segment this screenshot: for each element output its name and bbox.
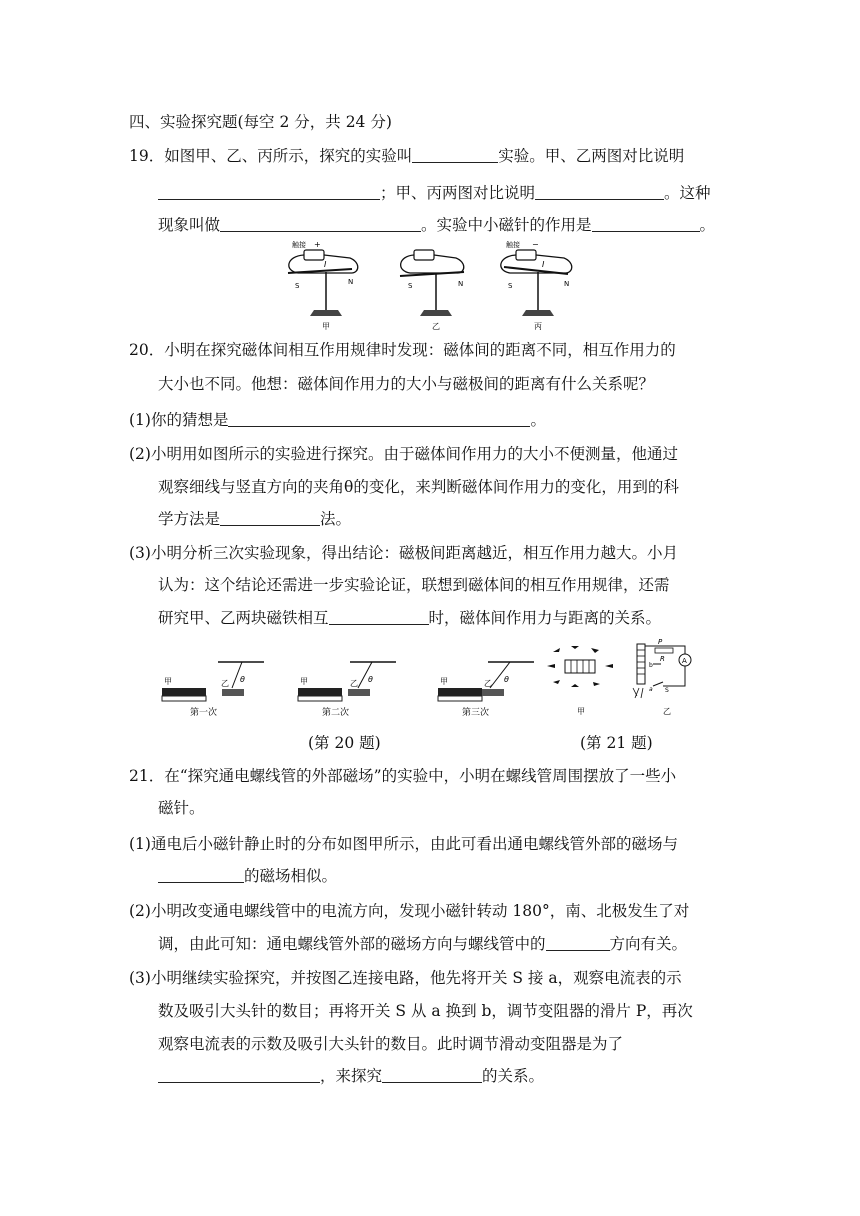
- q20-part-1: [129, 410, 546, 430]
- q20-yi-label-2: 乙: [350, 679, 358, 688]
- q20-part-2c: [158, 509, 351, 529]
- q20-trial-3: [438, 662, 534, 718]
- q21-text-3d: ，来探究: [320, 1067, 383, 1085]
- q20-jia-label-2: 甲: [300, 677, 308, 686]
- q20-blank-1[interactable]: [228, 410, 530, 427]
- q19-label-bing: 丙: [534, 322, 542, 331]
- q19-line-3: [158, 215, 715, 235]
- q19-plus-label: +: [314, 240, 321, 249]
- q21-needle-left: [547, 664, 555, 668]
- q20-magnet-jia-3: [438, 688, 482, 696]
- q20-part-3a: (3)小明分析三次实验现象，得出结论：磁极间距离越近，相互作用力越大。小月: [129, 544, 678, 562]
- q21-switch-label: S: [665, 687, 669, 694]
- q21-resistor-label: R: [660, 655, 665, 663]
- q19-line-1: [129, 146, 684, 166]
- q19-base-yi: [420, 310, 452, 316]
- q21-needle-lower-right: [593, 682, 600, 686]
- q21-blank-2[interactable]: [546, 934, 610, 951]
- q19-panel-yi: [400, 250, 464, 331]
- q20-magnet-jia-2: [298, 688, 342, 696]
- q21-yi-label: 乙: [663, 707, 671, 716]
- q21-text-3e: 的关系。: [482, 1067, 545, 1085]
- q19-blank-3[interactable]: [535, 183, 664, 200]
- q21-needle-bottom: [571, 684, 579, 687]
- q21-point-b: b: [649, 662, 653, 669]
- q19-south-label-bing: S: [508, 282, 513, 290]
- q20-magnet-jia-base-1: [162, 696, 206, 701]
- q19-panel-jia: [288, 240, 358, 331]
- q20-trial-2: [298, 662, 396, 718]
- q21-solenoid: [565, 660, 595, 673]
- q19-south-label-jia: S: [295, 282, 300, 290]
- q21-part-3b: 数及吸引大头针的数目；再将开关 S 从 a 换到 b，调节变阻器的滑片 P，再次: [158, 1002, 693, 1020]
- q19-line-2: [158, 183, 711, 203]
- q20-part-3b: 认为：这个结论还需进一步实验论证，联想到磁体间的相互作用规律，还需: [158, 576, 670, 594]
- q20-text-3c: 研究甲、乙两块磁铁相互: [158, 609, 329, 627]
- q21-rheostat: [655, 648, 673, 653]
- q20-part-2a: (2)小明用如图所示的实验进行探究。由于磁体间作用力的大小不便测量，他通过: [129, 445, 678, 463]
- q20-magnet-jia-1: [162, 688, 206, 696]
- q21-needle-top: [571, 646, 579, 649]
- q21-blank-4[interactable]: [382, 1066, 482, 1083]
- q19-text-1b: 实验。甲、乙两图对比说明: [498, 147, 685, 165]
- q21-part-1b: [158, 866, 337, 886]
- q19-south-label-yi: S: [408, 282, 413, 290]
- q20-yi-label-3: 乙: [484, 679, 492, 688]
- q20-text-2d: 法。: [320, 510, 352, 528]
- q19-blank-2[interactable]: [158, 183, 380, 200]
- q20-text-3d: 时，磁体间作用力与距离的关系。: [428, 609, 662, 627]
- q21-needle-upper-left: [553, 648, 560, 652]
- q21-panel-yi: [633, 638, 691, 716]
- q21-part-3a: (3)小明继续实验探究，并按图乙连接电路，他先将开关 S 接 a，观察电流表的示: [129, 969, 682, 987]
- q19-north-label-bing: N: [564, 280, 570, 288]
- q19-text-2b: 。这种: [664, 184, 711, 202]
- q20-magnet-yi-3: [482, 689, 504, 696]
- q21-text-1b: 的磁场相似。: [244, 867, 338, 885]
- q21-text-2c: 方向有关。: [609, 935, 688, 953]
- q21-part-2a: (2)小明改变通电螺线管中的电流方向，发现小磁针转动 180°，南、北极发生了对: [129, 902, 690, 920]
- q20-trial-label-2: 第二次: [322, 708, 350, 718]
- q19-blank-5[interactable]: [592, 215, 700, 232]
- q19-battery-yi: [414, 250, 434, 260]
- q19-text-3c: 。: [699, 216, 716, 234]
- q19-text-3a: 现象叫做: [158, 216, 221, 234]
- q19-north-label-jia: N: [348, 278, 354, 286]
- q20-theta-label-1: θ: [240, 675, 245, 684]
- q21-slider-label: P: [658, 638, 663, 646]
- q19-battery-jia: [304, 250, 324, 260]
- q20-blank-2[interactable]: [220, 509, 320, 526]
- q19-chujie-label-jia: 触接: [292, 241, 306, 249]
- q19-text-3b: 。实验中小磁针的作用是: [421, 216, 592, 234]
- q19-base-jia: [310, 310, 342, 316]
- q21-text-2b: 调，由此可知：通电螺线管外部的磁场方向与螺线管中的: [158, 935, 546, 953]
- q19-chujie-label-bing: 触接: [506, 241, 520, 249]
- q21-line-2: 磁针。: [158, 799, 205, 817]
- q20-jia-label-1: 甲: [164, 677, 172, 686]
- q19-text-1a: 19．如图甲、乙、丙所示，探究的实验叫: [129, 147, 413, 165]
- q21-part-2b: [158, 934, 687, 954]
- q19-blank-4[interactable]: [220, 215, 421, 232]
- q21-blank-1[interactable]: [158, 866, 244, 883]
- q21-part-3d: [158, 1066, 544, 1086]
- q21-wire-right: [663, 666, 685, 686]
- q21-jia-label: 甲: [577, 707, 585, 716]
- q21-panel-jia: [547, 646, 613, 716]
- q21-line-1: 21．在“探究通电螺线管的外部磁场”的实验中，小明在螺线管周围摆放了一些小: [129, 767, 677, 785]
- q21-part-3c: 观察电流表的示数及吸引大头针的数目。此时调节滑动变阻器是为了: [158, 1035, 624, 1053]
- q19-minus-label: −: [532, 240, 539, 249]
- q20-magnet-jia-base-3: [438, 696, 482, 701]
- q20-text-1b: 。: [530, 411, 546, 429]
- q20-yi-label-1: 乙: [221, 679, 229, 688]
- q21-switch: [653, 682, 663, 686]
- q19-text-2a: ；甲、丙两图对比说明: [380, 184, 536, 202]
- q19-panel-bing: [501, 240, 572, 331]
- q21-part-1a: (1)通电后小磁针静止时的分布如图甲所示，由此可看出通电螺线管外部的磁场与: [129, 835, 678, 853]
- q20-part-2b: 观察细线与竖直方向的夹角θ的变化，来判断磁体间作用力的变化，用到的科: [158, 478, 679, 496]
- q20-theta-label-3: θ: [504, 675, 509, 684]
- q20-trial-1: [162, 662, 264, 718]
- q20-magnet-yi-1: [222, 689, 244, 696]
- q21-ammeter-label: A: [682, 657, 687, 665]
- q20-line-2: 大小也不同。他想：磁体间作用力的大小与磁极间的距离有什么关系呢？: [158, 375, 655, 393]
- q19-north-label-yi: N: [458, 280, 464, 288]
- section-title: 四、实验探究题(每空 2 分，共 24 分): [129, 113, 392, 131]
- q20-trial-label-1: 第一次: [190, 708, 218, 718]
- q20-text-1a: (1)你的猜想是: [129, 411, 229, 429]
- q20-jia-label-3: 甲: [440, 677, 448, 686]
- q21-pin-3: [641, 688, 643, 698]
- q21-needle-right: [605, 664, 613, 668]
- q19-base-bing: [522, 310, 554, 316]
- q20-figure: [160, 652, 540, 722]
- q20-magnet-yi-2: [348, 689, 370, 696]
- q20-figure-caption: (第 20 题): [308, 734, 381, 752]
- q20-theta-label-2: θ: [368, 675, 373, 684]
- q20-magnet-jia-base-2: [298, 696, 342, 701]
- q21-needle-lower-left: [553, 680, 560, 684]
- q20-trial-label-3: 第三次: [462, 708, 490, 718]
- q21-point-a: a: [649, 686, 653, 693]
- q19-current-label-jia: I: [324, 260, 327, 269]
- q19-blank-1[interactable]: [412, 146, 498, 163]
- q20-part-3c: [158, 608, 661, 628]
- q21-figure: [545, 636, 715, 726]
- q19-battery-bing: [516, 250, 536, 260]
- q19-figure: [280, 236, 600, 332]
- q21-needle-upper-right: [591, 648, 599, 653]
- q20-blank-3[interactable]: [329, 608, 429, 625]
- q19-label-jia: 甲: [322, 322, 330, 331]
- q20-line-1: 20．小明在探究磁体间相互作用规律时发现：磁体间的距离不同，相互作用力的: [129, 341, 676, 359]
- q21-blank-3[interactable]: [158, 1066, 320, 1083]
- q20-text-2c: 学方法是: [158, 510, 221, 528]
- q19-current-label-bing: I: [542, 260, 545, 269]
- q21-figure-caption: (第 21 题): [580, 734, 653, 752]
- q19-label-yi: 乙: [432, 322, 440, 331]
